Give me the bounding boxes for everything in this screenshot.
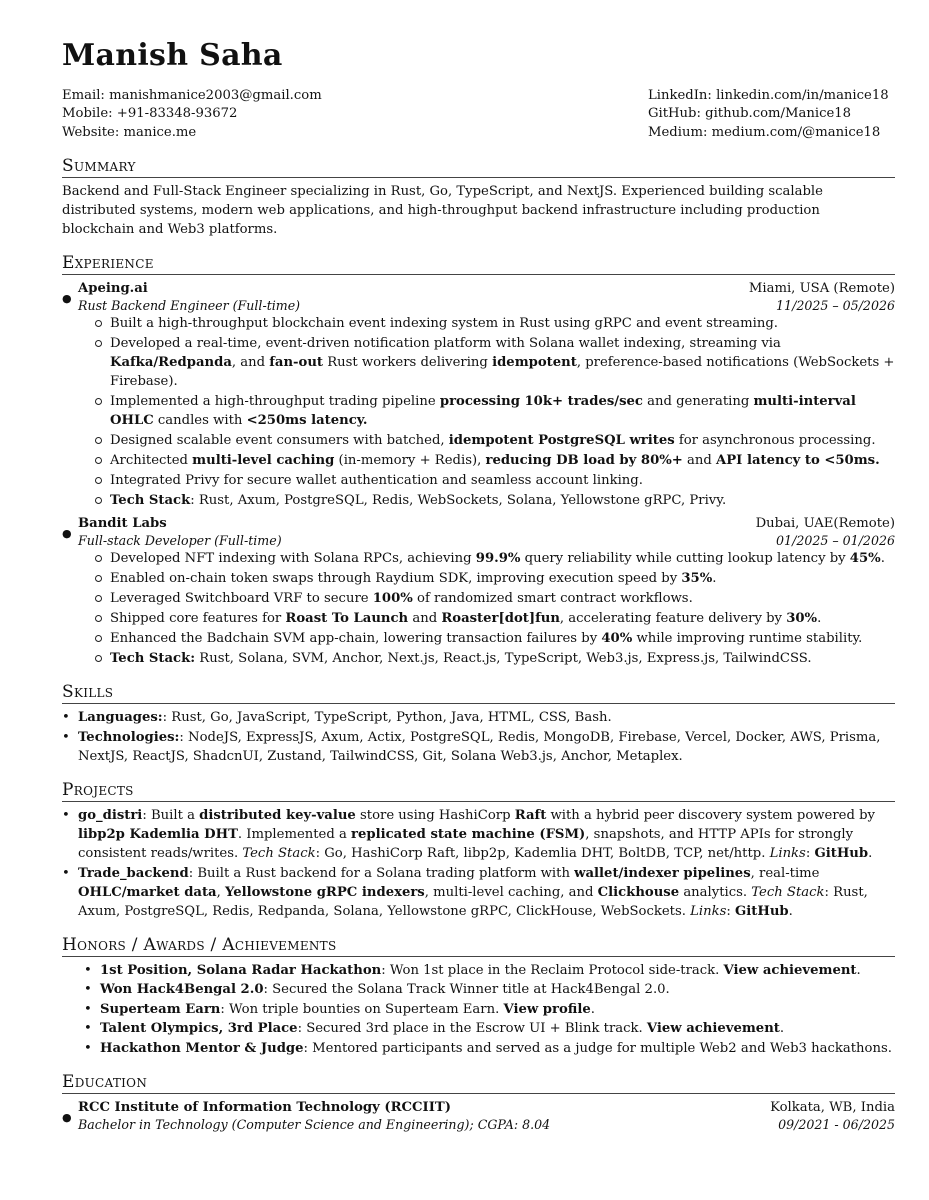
linkedin-line <box>648 87 895 105</box>
text-run: Designed scalable event consumers with batched, <box>110 432 449 448</box>
contact-right <box>648 87 895 142</box>
text-run: with a hybrid peer discovery system powered by <box>546 807 875 823</box>
text-run: : Mentored participants and served as a judge for multiple Web2 and Web3 hackathons. <box>303 1040 892 1056</box>
text-run: fan-out <box>269 354 324 370</box>
section-title-education: Education <box>62 1072 895 1094</box>
contact-left <box>62 87 322 142</box>
section-title-summary: Summary <box>62 156 895 178</box>
honor-item <box>84 1000 895 1020</box>
resume-page <box>62 30 895 1133</box>
text-run: : Go, HashiCorp Raft, libp2p, Kademlia DHT, BoltDB, TCP, net/http. <box>315 845 770 861</box>
text-run: Rust, Solana, SVM, Anchor, Next.js, React.js, TypeScript, Web3.js, Express.js, TailwindCSS. <box>195 650 812 666</box>
project-item <box>62 806 895 863</box>
honor-item <box>84 1039 895 1059</box>
text-run: Tech Stack <box>242 845 316 861</box>
experience-bullets <box>78 314 895 510</box>
experience-bullet-item <box>94 589 895 608</box>
github-label: GitHub: <box>648 106 701 122</box>
text-run: replicated state machine (FSM) <box>351 826 586 842</box>
text-run: Hackathon Mentor & Judge <box>100 1040 304 1056</box>
text-run: : Won triple bounties on Superteam Earn. <box>220 1001 504 1017</box>
text-run: . <box>779 1021 785 1037</box>
job-role: Rust Backend Engineer (Full-time) <box>78 297 301 313</box>
text-run: Kafka/Redpanda <box>110 354 232 370</box>
text-run: , and <box>231 354 270 370</box>
text-run: Developed NFT indexing with Solana RPCs, achieving <box>110 550 476 566</box>
website-label: Website: <box>62 124 120 140</box>
text-run: Trade_backend <box>78 865 189 881</box>
text-run: distributed key-value <box>199 807 356 823</box>
text-run: Yellowstone gRPC indexers <box>224 884 425 900</box>
section-title-experience: Experience <box>62 253 895 275</box>
text-run: and <box>408 610 442 626</box>
text-run: 99.9% <box>475 550 521 566</box>
text-run: Integrated Privy for secure wallet authentication and seamless account linking. <box>110 472 643 488</box>
contact-block <box>62 87 895 142</box>
text-run: , real-time <box>750 865 820 881</box>
job-location: Dubai, UAE(Remote) <box>755 515 895 531</box>
school-location: Kolkata, WB, India <box>770 1100 895 1116</box>
medium-line <box>648 124 895 142</box>
mobile-link[interactable]: +91-83348-93672 <box>116 106 238 122</box>
text-run: and <box>682 452 717 468</box>
text-run: and generating <box>642 393 754 409</box>
text-run: Languages: <box>78 709 163 725</box>
text-run[interactable]: View achievement <box>723 962 857 978</box>
text-run: , preference-based notifications (WebSockets + Firebase). <box>110 354 895 389</box>
text-run: , multi-level caching, and <box>424 884 598 900</box>
text-run: Developed a real-time, event-driven notification platform with Solana wallet indexing, streaming via <box>110 335 781 351</box>
text-run: Tech Stack <box>110 492 191 508</box>
text-run: . <box>788 903 793 919</box>
text-run: idempotent PostgreSQL writes <box>448 432 675 448</box>
text-run: Built a high-throughput blockchain event indexing system in Rust using gRPC and event streaming. <box>110 315 778 331</box>
text-run: 30% <box>786 610 818 626</box>
text-run: Enabled on-chain token swaps through Raydium SDK, improving execution speed by <box>110 570 682 586</box>
text-run: Raft <box>514 807 547 823</box>
experience-bullet-item <box>94 392 895 430</box>
honor-item <box>84 980 895 1000</box>
text-run[interactable]: View profile <box>503 1001 591 1017</box>
text-run: : <box>805 845 815 861</box>
experience-bullet-item <box>94 649 895 668</box>
mobile-line <box>62 105 322 123</box>
text-run: Superteam Earn <box>100 1001 221 1017</box>
project-item <box>62 864 895 921</box>
school-name: RCC Institute of Information Technology (RCCIIT) <box>78 1100 451 1116</box>
education-dates: 09/2021 - 06/2025 <box>778 1117 895 1133</box>
experience-bullets <box>78 549 895 668</box>
text-run: (in-memory + Redis), <box>334 452 486 468</box>
text-run: analytics. <box>679 884 752 900</box>
experience-bullet-item <box>94 549 895 568</box>
text-run[interactable]: View achievement <box>646 1021 780 1037</box>
honor-item <box>84 1019 895 1039</box>
text-run: : <box>726 903 735 919</box>
text-run: . <box>712 570 717 586</box>
text-run: processing 10k+ trades/sec <box>439 393 643 409</box>
projects-list <box>62 806 895 921</box>
skill-item <box>62 728 895 766</box>
text-run: Talent Olympics, 3rd Place <box>100 1021 298 1037</box>
text-run: : Rust, Axum, PostgreSQL, Redis, Redpanda, Solana, Yellowstone gRPC, ClickHouse, WebSockets. <box>78 884 868 919</box>
text-run: : Built a Rust backend for a Solana trading platform with <box>188 865 575 881</box>
experience-bullet-item <box>94 334 895 391</box>
text-run: Enhanced the Badchain SVM app-chain, lowering transaction failures by <box>110 630 602 646</box>
section-title-honors: Honors / Awards / Achievements <box>62 935 895 957</box>
text-run: libp2p Kademlia DHT <box>78 826 238 842</box>
experience-bullet-item <box>94 491 895 510</box>
section-title-projects: Projects <box>62 780 895 802</box>
text-run: . <box>856 962 861 978</box>
text-run: : Built a <box>142 807 200 823</box>
skills-list <box>62 708 895 766</box>
job-dates: 01/2025 – 01/2026 <box>776 532 895 548</box>
text-run: reducing DB load by 80%+ <box>485 452 683 468</box>
text-run: <250ms latency. <box>246 412 368 428</box>
text-run: while improving runtime stability. <box>632 630 863 646</box>
text-run[interactable]: GitHub <box>735 903 789 919</box>
website-link[interactable]: manice.me <box>123 124 197 140</box>
text-run: for asynchronous processing. <box>674 432 876 448</box>
text-run: Roaster[dot]fun <box>441 610 560 626</box>
experience-bullet-item <box>94 609 895 628</box>
text-run: 45% <box>849 550 881 566</box>
text-run: . <box>590 1001 595 1017</box>
text-run: , accelerating feature delivery by <box>559 610 787 626</box>
email-link[interactable]: manishmanice2003@gmail.com <box>109 88 322 103</box>
text-run: : Rust, Axum, PostgreSQL, Redis, WebSockets, Solana, Yellowstone gRPC, Privy. <box>190 492 727 508</box>
experience-bullet: ● <box>62 526 72 540</box>
experience-bullet-item <box>94 629 895 648</box>
text-run: Won Hack4Bengal 2.0 <box>100 982 264 998</box>
education-entry <box>62 1098 895 1133</box>
section-title-skills: Skills <box>62 682 895 704</box>
text-run: candles with <box>153 412 247 428</box>
skill-item <box>62 708 895 727</box>
text-run: Architected <box>110 452 193 468</box>
linkedin-label: LinkedIn: <box>648 88 712 103</box>
experience-entry <box>62 514 895 668</box>
text-run: Shipped core features for <box>110 610 286 626</box>
text-run: multi-level caching <box>192 452 335 468</box>
experience-bullet-item <box>94 431 895 450</box>
text-run: wallet/indexer pipelines <box>574 865 751 881</box>
text-run: Links <box>769 845 806 861</box>
text-run: multi-interval OHLC <box>110 393 856 428</box>
text-run: OHLC/market data <box>78 884 217 900</box>
text-run: . <box>817 610 822 626</box>
text-run[interactable]: GitHub <box>814 845 869 861</box>
text-run: : Secured the Solana Track Winner title at Hack4Bengal 2.0. <box>263 982 670 998</box>
job-location: Miami, USA (Remote) <box>748 280 895 296</box>
experience-bullet: ● <box>62 291 72 305</box>
text-run: : NodeJS, ExpressJS, Axum, Actix, PostgreSQL, Redis, MongoDB, Firebase, Vercel, Docker, AWS, Prisma, NextJS, ReactJS, ShadcnUI, Zustand, TailwindCSS, Git, Solana Web3.js, Anchor, Metaplex. <box>78 729 881 764</box>
text-run: Tech Stack: <box>110 650 196 666</box>
text-run: 35% <box>681 570 713 586</box>
text-run: Leveraged Switchboard VRF to secure <box>110 590 373 606</box>
email-line <box>62 87 322 105</box>
experience-bullet-item <box>94 471 895 490</box>
website-line <box>62 124 322 142</box>
text-run: . <box>880 550 885 566</box>
medium-label: Medium: <box>648 124 708 140</box>
text-run: idempotent <box>492 354 577 370</box>
experience-entry <box>62 279 895 510</box>
text-run: 40% <box>601 630 633 646</box>
text-run: Links <box>690 903 727 919</box>
text-run: of randomized smart contract workflows. <box>412 590 693 606</box>
text-run: , <box>216 884 225 900</box>
mobile-label: Mobile: <box>62 106 113 122</box>
honors-list <box>62 961 895 1059</box>
text-run: 100% <box>372 590 413 606</box>
text-run: Rust workers delivering <box>323 354 493 370</box>
text-run: go_distri <box>78 807 143 823</box>
text-run: Implemented a high-throughput trading pipeline <box>110 393 440 409</box>
email-label: Email: <box>62 88 105 103</box>
text-run: store using HashiCorp <box>355 807 515 823</box>
summary-text: Backend and Full-Stack Engineer specializing in Rust, Go, TypeScript, and NextJS. Experienced building scalable distributed systems, modern web applications, and high-throughput backend infrastructure including production blockchain and Web3 platforms. <box>62 183 823 237</box>
text-run: . Implemented a <box>237 826 352 842</box>
experience-bullet-item <box>94 451 895 470</box>
job-role: Full-stack Developer (Full-time) <box>78 532 282 548</box>
text-run: : Secured 3rd place in the Escrow UI + Blink track. <box>297 1021 647 1037</box>
text-run: 1st Position, Solana Radar Hackathon <box>100 962 382 978</box>
text-run: : Rust, Go, JavaScript, TypeScript, Python, Java, HTML, CSS, Bash. <box>162 709 612 725</box>
education-bullet: ● <box>62 1111 72 1125</box>
medium-link[interactable]: medium.com/@manice18 <box>711 124 881 140</box>
text-run: API latency to <50ms. <box>716 452 880 468</box>
text-run: Roast To Launch <box>285 610 409 626</box>
company-name: Apeing.ai <box>78 280 148 296</box>
degree: Bachelor in Technology (Computer Science and Engineering); CGPA: 8.04 <box>78 1117 551 1133</box>
text-run: Technologies: <box>78 729 180 745</box>
text-run: . <box>868 845 873 861</box>
text-run: , snapshots, and HTTP APIs for strongly consistent reads/writes. <box>78 826 854 861</box>
honor-item <box>84 961 895 981</box>
text-run: Clickhouse <box>597 884 680 900</box>
github-link[interactable]: github.com/Manice18 <box>705 106 852 122</box>
experience-bullet-item <box>94 569 895 588</box>
text-run: : Won 1st place in the Reclaim Protocol side-track. <box>381 962 724 978</box>
text-run: Tech Stack <box>751 884 825 900</box>
company-name: Bandit Labs <box>78 515 167 531</box>
text-run: query reliability while cutting lookup latency by <box>520 550 850 566</box>
github-line <box>648 105 895 123</box>
experience-bullet-item <box>94 314 895 333</box>
linkedin-link[interactable]: linkedin.com/in/manice18 <box>716 88 889 103</box>
job-dates: 11/2025 – 05/2026 <box>776 297 895 313</box>
candidate-name: Manish Saha <box>62 38 283 73</box>
experience-list <box>62 279 895 668</box>
